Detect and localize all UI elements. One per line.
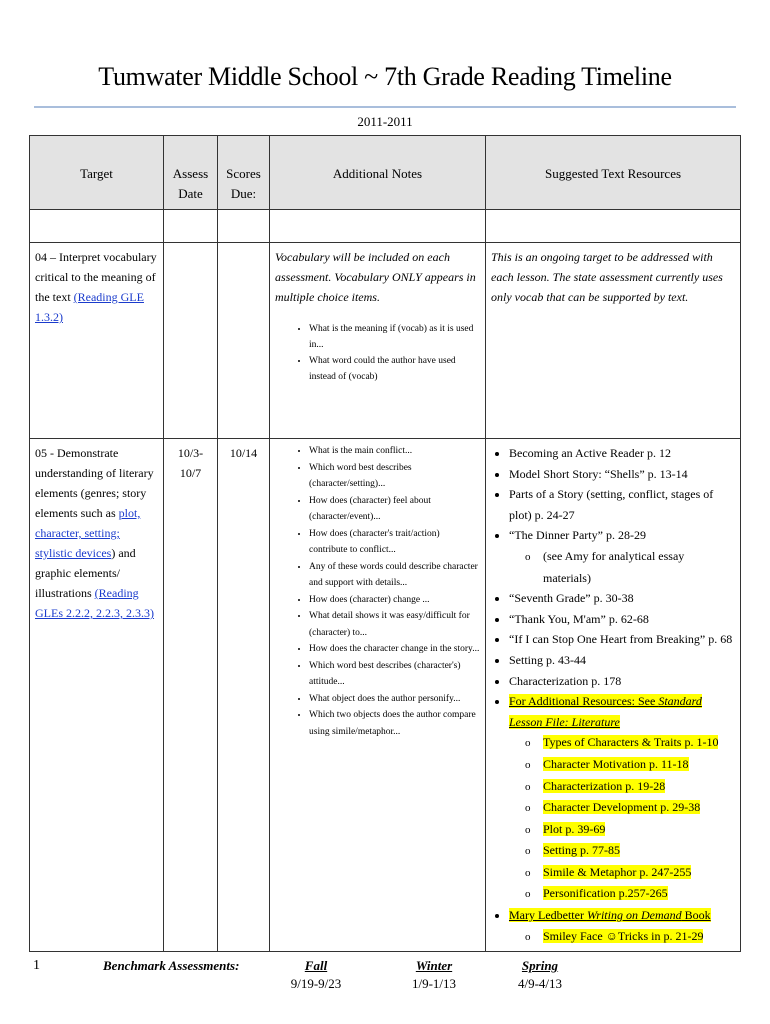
list-item: • What is the meaning if (vocab) as it is used in... (309, 321, 480, 353)
list-item: • What is the main conflict... (309, 443, 480, 460)
list-item: • How does (character) feel about (character/event)... (309, 493, 480, 526)
list-item: • “The Dinner Party” p. 28-29 o (see Amy for analytical essay materials) (509, 525, 735, 588)
target-cell: 04 – Interpret vocabulary critical to the meaning of the text (Reading GLE 1.3.2) (30, 243, 164, 439)
list-item: • Becoming an Active Reader p. 12 (509, 443, 735, 464)
notes-list (275, 443, 480, 740)
assess-date-cell (164, 243, 218, 439)
list-item: • “If I can Stop One Heart from Breaking” p. 68 (509, 629, 735, 650)
title-divider (34, 106, 736, 108)
list-item: • How does (character) change ... (309, 592, 480, 609)
list-item: • What detail shows it was easy/difficult for (character) to... (309, 608, 480, 641)
benchmark-label: Benchmark Assessments: (103, 958, 240, 973)
notes-cell (270, 243, 486, 439)
list-item: • What word could the author have used instead of (vocab) (309, 353, 480, 385)
list-item: • Model Short Story: “Shells” p. 13-14 (509, 464, 735, 485)
list-item: • Which word best describes (character/setting)... (309, 460, 480, 493)
list-item: o Personification p.257-265 (543, 883, 735, 905)
header-suggested-resources: Suggested Text Resources (486, 136, 741, 210)
list-item: • Mary Ledbetter Writing on Demand Book o Smiley Face ☺Tricks in p. 21-29 (509, 905, 735, 947)
list-item: • Setting p. 43-44 (509, 650, 735, 671)
notes-cell (270, 439, 486, 952)
scores-due-cell: 10/14 (218, 439, 270, 952)
list-item: o Types of Characters & Traits p. 1-10 (543, 732, 735, 754)
table-row (30, 243, 741, 439)
resources-cell: This is an ongoing target to be addressed with each lesson. The state assessment currently uses only vocab that can be supported by text. (486, 243, 741, 439)
list-item: • For Additional Resources: See Standard Lesson File: Literature o Types of Characters & Traits p. 1-10 o Character Motivation p. 11-18 o Characterization p. 19-28 o Character Development p. 29-38 o Plot p. 39-69 o Setting p. 77-85 o Simile & Metaphor p. 247-255 o Personification p.257-265 (509, 691, 735, 905)
winter-assessment: Winter 1/9-1/13 (411, 958, 457, 991)
assess-date-cell: 10/3-10/7 (164, 439, 218, 952)
header-additional-notes: Additional Notes (270, 136, 486, 210)
spacer-row (30, 210, 741, 243)
list-item: o Characterization p. 19-28 (543, 776, 735, 798)
list-item: o Character Motivation p. 11-18 (543, 754, 735, 776)
list-item: o Simile & Metaphor p. 247-255 (543, 862, 735, 884)
timeline-table (29, 135, 741, 952)
resources-cell (486, 439, 741, 952)
story-elements-link[interactable]: plot, character, setting; stylistic devices (35, 506, 141, 560)
header-target: Target (30, 136, 164, 210)
header-assess-date: Assess Date (164, 136, 218, 210)
reading-gle-link[interactable]: (Reading GLE 1.3.2) (35, 290, 144, 324)
target-cell: 05 - Demonstrate understanding of literary elements (genres; story elements such as plot, character, setting; stylistic devices) and graphic elements/ illustrations (Reading GLEs 2.2.2, 2.2.3, 2.3.3) (30, 439, 164, 952)
notes-list (275, 321, 480, 385)
list-item: o (see Amy for analytical essay materials) (543, 546, 735, 588)
header-row (30, 136, 741, 210)
page-number: 1 (33, 958, 40, 973)
school-year: 2011-2011 (357, 114, 413, 129)
list-item: • What object does the author personify... (309, 691, 480, 708)
header-scores-due: Scores Due: (218, 136, 270, 210)
table-row (30, 439, 741, 952)
list-item: • Characterization p. 178 (509, 671, 735, 692)
list-item: • Which word best describes (character's) attitude... (309, 658, 480, 691)
list-item: o Smiley Face ☺Tricks in p. 21-29 (543, 926, 735, 948)
reading-gles-link[interactable]: (Reading GLEs 2.2.2, 2.2.3, 2.3.3) (35, 586, 154, 620)
list-item: o Plot p. 39-69 (543, 819, 735, 841)
list-item: • How does the character change in the story... (309, 641, 480, 658)
list-item: o Character Development p. 29-38 (543, 797, 735, 819)
fall-assessment: Fall 9/19-9/23 (290, 958, 342, 991)
list-item: • “Thank You, M'am” p. 62-68 (509, 609, 735, 630)
list-item: • How does (character's trait/action) contribute to conflict... (309, 526, 480, 559)
list-item: • Parts of a Story (setting, conflict, stages of plot) p. 24-27 (509, 484, 735, 525)
footer (0, 958, 770, 1018)
list-item: • Any of these words could describe character and support with details... (309, 559, 480, 592)
resources-list (491, 443, 735, 947)
list-item: • “Seventh Grade” p. 30-38 (509, 588, 735, 609)
page-title: Tumwater Middle School ~ 7th Grade Reading Timeline (98, 62, 672, 91)
list-item: o Setting p. 77-85 (543, 840, 735, 862)
scores-due-cell (218, 243, 270, 439)
spring-assessment: Spring 4/9-4/13 (517, 958, 563, 991)
list-item: • Which two objects does the author compare using simile/metaphor... (309, 707, 480, 740)
notes-intro: Vocabulary will be included on each assessment. Vocabulary ONLY appears in multiple choice items. (275, 250, 476, 304)
